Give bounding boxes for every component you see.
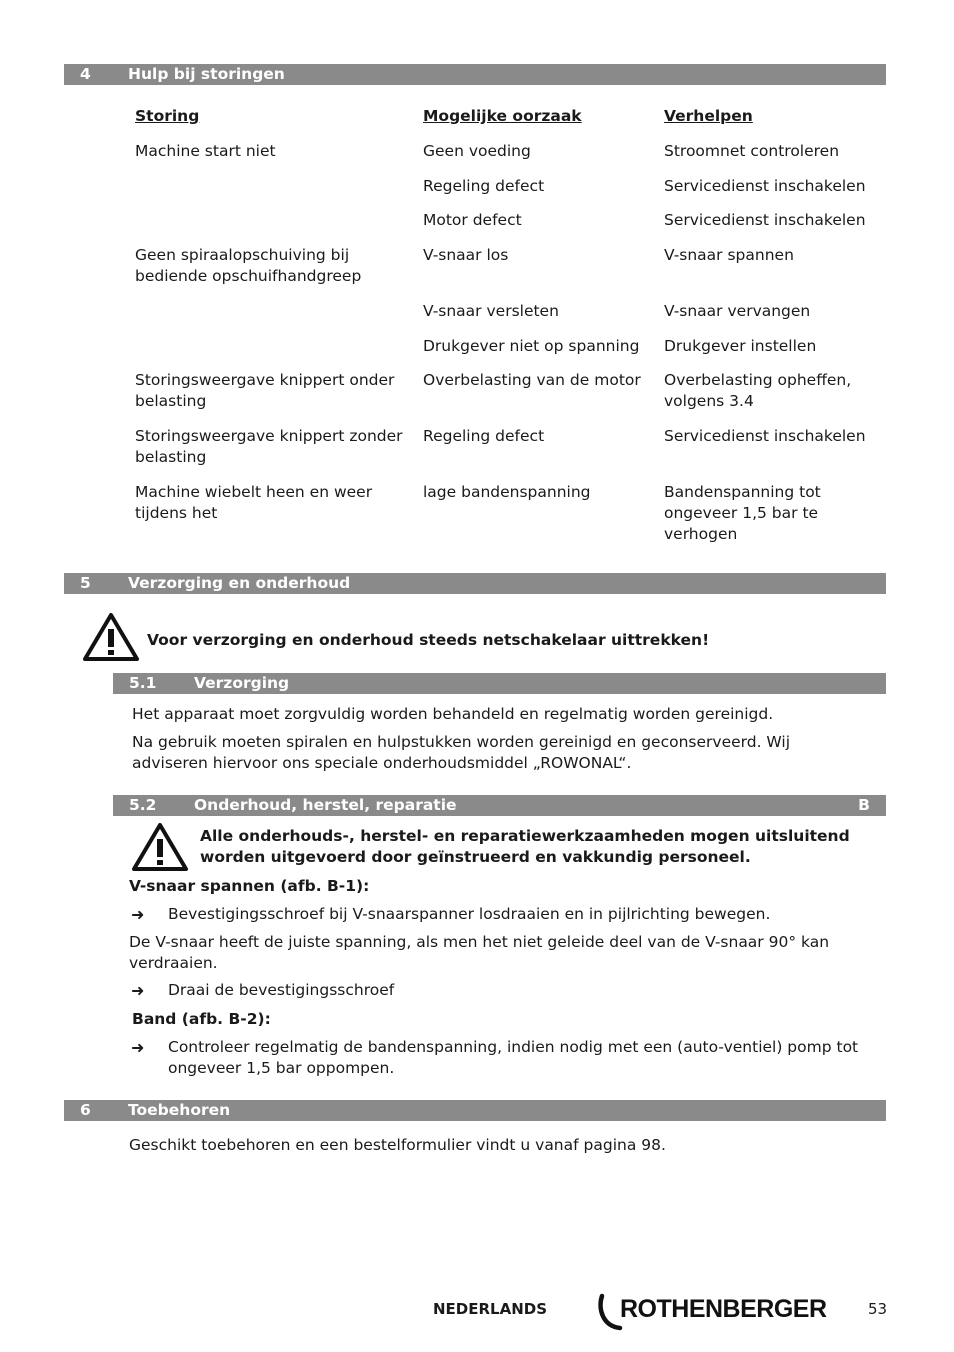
section-number: 6 xyxy=(80,1101,91,1119)
section-tag: B xyxy=(858,796,870,814)
arrow-right-icon: ➜ xyxy=(131,1038,145,1057)
table-cell-oorzaak: V-snaar versleten xyxy=(423,302,559,320)
table-cell-verhelpen: Drukgever instellen xyxy=(664,337,817,355)
table-cell-verhelpen: Stroomnet controleren xyxy=(664,142,840,160)
subheading-band: Band (afb. B-2): xyxy=(132,1010,271,1028)
table-cell-storing: Storingsweergave knippert zonder belasting xyxy=(135,427,403,466)
section-title: Verzorging xyxy=(194,674,290,692)
warning-text-netschakelaar: Voor verzorging en onderhoud steeds netschakelaar uittrekken! xyxy=(147,631,710,649)
paragraph: verdraaien. xyxy=(129,954,218,972)
table-cell-verhelpen: Bandenspanning tot ongeveer 1,5 bar te verhogen xyxy=(664,483,821,543)
paragraph: De V-snaar heeft de juiste spanning, als men het niet geleide deel van de V-snaar 90° kan xyxy=(129,933,830,951)
table-cell-oorzaak: Motor defect xyxy=(423,211,522,229)
section-title: Hulp bij storingen xyxy=(128,65,285,83)
arrow-right-icon: ➜ xyxy=(131,981,145,1000)
section-5-header xyxy=(64,573,886,594)
table-cell-verhelpen: Servicedienst inschakelen xyxy=(664,211,866,229)
instruction-step: Controleer regelmatig de bandenspanning, indien nodig met een (auto-ventiel) pomp tot xyxy=(168,1038,859,1056)
table-cell-oorzaak: Overbelasting van de motor xyxy=(423,371,641,389)
section-number: 5 xyxy=(80,574,91,592)
instruction-step: Bevestigingsschroef bij V-snaarspanner losdraaien en in pijlrichting bewegen. xyxy=(168,905,771,923)
table-cell-verhelpen: Servicedienst inschakelen xyxy=(664,177,866,195)
table-cell-storing: Geen spiraalopschuiving bij bediende opschuifhandgreep xyxy=(135,246,362,285)
section-5-2-header xyxy=(113,795,886,816)
section-number: 5.2 xyxy=(129,796,157,814)
section-6-header xyxy=(64,1100,886,1121)
paragraph: Geschikt toebehoren en een bestelformulier vindt u vanaf pagina 98. xyxy=(129,1136,666,1154)
table-cell-verhelpen: V-snaar spannen xyxy=(664,246,794,264)
table-cell-verhelpen: V-snaar vervangen xyxy=(664,302,811,320)
table-cell-verhelpen: Overbelasting opheffen, volgens 3.4 xyxy=(664,371,852,410)
section-4-header xyxy=(64,64,886,85)
table-cell-oorzaak: lage bandenspanning xyxy=(423,483,591,501)
section-title: Verzorging en onderhoud xyxy=(128,574,351,592)
paragraph: adviseren hiervoor ons speciale onderhoudsmiddel „ROWONAL“. xyxy=(132,754,632,772)
table-cell-oorzaak: Drukgever niet op spanning xyxy=(423,337,640,355)
table-cell-oorzaak: V-snaar los xyxy=(423,246,509,264)
table-cell-storing: Storingsweergave knippert onder belasting xyxy=(135,371,395,410)
section-title: Toebehoren xyxy=(128,1101,231,1119)
warning-triangle-icon xyxy=(82,612,140,662)
warning-text-personeel: worden uitgevoerd door geïnstrueerd en vakkundig personeel. xyxy=(200,848,751,866)
table-cell-oorzaak: Regeling defect xyxy=(423,177,545,195)
brand-wordmark: ROTHENBERGER xyxy=(620,1295,827,1323)
column-header-storing: Storing xyxy=(135,107,200,125)
table-cell-oorzaak: Geen voeding xyxy=(423,142,531,160)
table-cell-storing: Machine wiebelt heen en weer tijdens het xyxy=(135,483,373,522)
column-header-verhelpen: Verhelpen xyxy=(664,107,753,125)
warning-triangle-icon xyxy=(131,822,189,872)
section-number: 5.1 xyxy=(129,674,157,692)
table-cell-oorzaak: Regeling defect xyxy=(423,427,545,445)
footer-language: NEDERLANDS xyxy=(433,1300,548,1318)
arrow-right-icon: ➜ xyxy=(131,905,145,924)
subheading-vsnaar: V-snaar spannen (afb. B-1): xyxy=(129,877,370,895)
instruction-step: ongeveer 1,5 bar oppompen. xyxy=(168,1059,395,1077)
table-cell-storing: Machine start niet xyxy=(135,142,276,160)
paragraph: Na gebruik moeten spiralen en hulpstukken worden gereinigd en geconserveerd. Wij xyxy=(132,733,791,751)
section-title: Onderhoud, herstel, reparatie xyxy=(194,796,457,814)
paragraph: Het apparaat moet zorgvuldig worden behandeld en regelmatig worden gereinigd. xyxy=(132,705,774,723)
page-number: 53 xyxy=(868,1300,888,1318)
table-cell-verhelpen: Servicedienst inschakelen xyxy=(664,427,866,445)
warning-text-personeel: Alle onderhouds-, herstel- en reparatiewerkzaamheden mogen uitsluitend xyxy=(200,827,850,845)
instruction-step: Draai de bevestigingsschroef xyxy=(168,981,395,999)
section-5-1-header xyxy=(113,673,886,694)
column-header-oorzaak: Mogelijke oorzaak xyxy=(423,107,582,125)
section-number: 4 xyxy=(80,65,91,83)
brand-logo xyxy=(596,1292,836,1332)
